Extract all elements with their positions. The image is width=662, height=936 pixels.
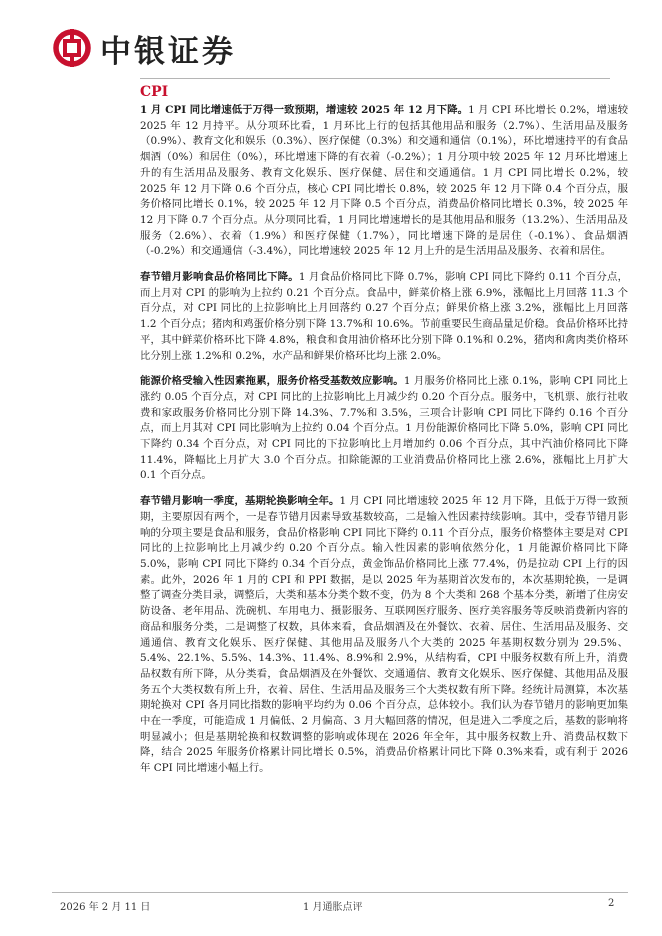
paragraph-lead: 春节错月影响食品价格同比下降。 <box>140 271 299 284</box>
page-number: 2 <box>608 898 615 909</box>
paragraph-food-prices <box>140 270 628 364</box>
paragraph-text: 1 月 CPI 环比增长 0.2%，增速较 2025 年 12 月持平。从分项环比看，1 月环比上行的包括其他用品和服务（2.7%）、生活用品及服务（0.9%）、教育文化和娱乐（0.3%）、医疗保健（0.3%）和交通和通信（0.1%），环比增速持平的有食品烟酒（0%）和居住（0%），环比增速下降的有衣着（-0.2%）；1 月分项中较 2025 年 12 月环比增速上升的有生活用品及服务、教育文化娱乐、医疗保健、居住和交通通信。1 月 CPI 同比增长 0.2%，较 2025 年 12 月下降 0.6 个百分点，核心 CPI 同比增长 0.8%，较 2025 年 12 月下降 0.4 个百分点，服务价格同比增长 0.1%，较 2025 年 12 月下降 0.5 个百分点，消费品价格同比增长 0.3%，较 2025 年 12 月下降 0.7 个百分点。从分项同比看，1 月同比增速增长的是其他用品和服务（13.2%）、生活用品及服务（2.6%）、衣着（1.9%）和医疗保健（1.7%），同比增速下降的是居住（-0.1%）、食品烟酒（-0.2%）和交通通信（-3.4%），同比增速较 2025 年 12 月上升的是生活用品及服务、衣着和居住。 <box>140 104 629 258</box>
paragraph-lead: 能源价格受输入性因素拖累，服务价格受基数效应影响。 <box>140 375 404 388</box>
header-divider <box>140 78 610 79</box>
paragraph-text: 1 月食品价格同比下降 0.7%，影响 CPI 同比下降约 0.11 个百分点，而上月对 CPI 的影响为上拉约 0.21 个百分点。食品中，鲜菜价格上涨 6.9%，涨幅比上月回落 11.3 个百分点，对 CPI 同比的上拉影响比上月回落约 0.27 个百分点；鲜果价格上涨 3.2%，涨幅比上月回落 1.2 个百分点；猪肉和鸡蛋价格分别下降 13.7%和 10.6%。节前重要民生商品量足价稳。食品价格环比持平，其中鲜菜价格环比下降 4.8%，粮食和食用油价格环比分别下降 0.1%和 0.2%，猪肉和禽肉类价格环比分别上涨 1.2%和 0.2%，水产品和鲜果价格环比均上涨 2.0%。 <box>140 271 628 362</box>
paragraph-lead: 春节错月影响一季度，基期轮换影响全年。 <box>140 495 340 508</box>
footer-date: 2026 年 2 月 11 日 <box>60 902 151 913</box>
paragraph-outlook <box>140 494 628 777</box>
paragraph-energy-services <box>140 374 628 484</box>
footer-divider <box>52 892 628 893</box>
section-title: CPI <box>140 84 169 100</box>
report-body <box>140 103 628 787</box>
paragraph-lead: 1 月 CPI 同比增速低于万得一致预期，增速较 2025 年 12 月下降。 <box>140 104 469 116</box>
paragraph-text: 1 月服务价格同比上涨 0.1%，影响 CPI 同比上涨约 0.05 个百分点，对 CPI 同比的上拉影响比上月减少约 0.20 个百分点。服务中，飞机票、旅行社收费和家政服务价格同比分别下降 14.3%、7.7%和 3.5%，三项合计影响 CPI 同比下降约 0.16 个百分点，而上月其对 CPI 同比影响为上拉约 0.04 个百分点。1 月份能源价格同比下降 5.0%，影响 CPI 同比下降约 0.34 个百分点，对 CPI 同比的下拉影响比上月增加约 0.06 个百分点，其中汽油价格同比下降 11.4%，降幅比上月扩大 3.0 个百分点。扣除能源的工业消费品价格同比上涨 2.6%，涨幅比上月扩大 0.1 个百分点。 <box>140 375 629 482</box>
brand-name: 中银证券 <box>100 33 236 70</box>
brand-logo <box>52 28 236 68</box>
bank-of-china-coin-icon <box>52 28 92 68</box>
footer-report-title: 1 月通胀点评 <box>303 902 363 913</box>
paragraph-text: 1 月 CPI 同比增速较 2025 年 12 月下降，且低于万得一致预期，主要原因有两个，一是春节错月因素导致基数较高，二是输入性因素持续影响。其中，受春节错月影响的分项主要是食品和服务，食品价格影响 CPI 同比下降约 0.11 个百分点，服务价格整体主要是对 CPI 同比的上拉影响比上月减少约 0.20 个百分点。输入性因素的影响依然分化，1 月能源价格同比下降 5.0%，影响 CPI 同比下降约 0.34 个百分点，黄金饰品价格同比上涨 77.4%，仍是拉动 CPI 上行的因素。此外，2026 年 1 月的 CPI 和 PPI 数据，是以 2025 年为基期首次发布的，本次基期轮换，一是调整了调查分类目录，调整后，大类和基本分类个数不变，仍为 8 个大类和 268 个基本分类，新增了住房安防设备、老年用品、洗碗机、车用电力、摄影服务、互联网医疗服务、医疗美容服务等反映消费新内容的商品和服务分类，二是调整了权数，具体来看，食品烟酒及在外餐饮、衣着、居住、生活用品及服务、交通通信、教育文化娱乐、医疗保健、其他用品及服务八个大类的 2025 年基期权数分别为 29.5%、5.4%、22.1%、5.5%、14.3%、11.4%、8.9%和 2.9%，从结构看，CPI 中服务权数有所上升，消费品权数有所下降，从分类看，食品烟酒及在外餐饮、交通通信、教育文化娱乐、医疗保健、其他用品及服务五个大类权数有所上升，衣着、居住、生活用品及服务三个大类权数有所下降。经统计局测算，本次基期轮换对 CPI 各月同比指数的影响平均约为 0.06 个百分点，总体较小。我们认为春节错月的影响更加集中在一季度，可能造成 1 月偏低、2 月偏高、3 月大幅回落的情况，但是进入二季度之后，基数的影响将明显减小；但是基期轮换和权数调整的影响或体现在 2026 年全年，其中服务权数上升、消费品权数下降，结合 2025 年服务价格累计同比增长 0.5%，消费品价格累计同比下降 0.3%来看，或有利于 2026 年 CPI 同比增速小幅上行。 <box>140 495 628 775</box>
paragraph-cpi-overview <box>140 103 628 260</box>
